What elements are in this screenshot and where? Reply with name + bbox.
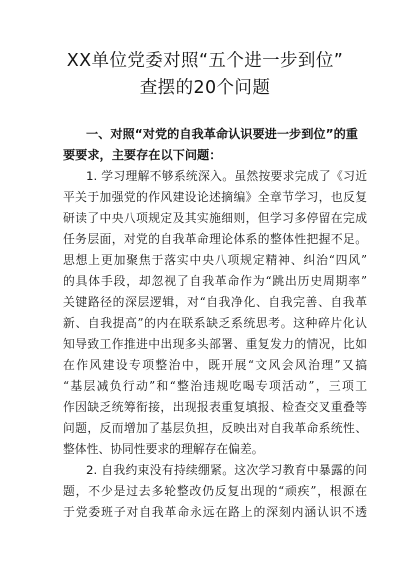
item-1-line-11: “基层减负行动”和“整治违规吃喝专项活动”，三项工 [63,379,367,393]
section-heading-line-2: 要要求，主要存在以下问题： [63,148,222,162]
item-1-line-4: 任务层面，对党的自我革命理论体系的整体性把握不足。 [63,232,367,246]
item-2-line-1: 2. 自我约束没有持续绷紧。这次学习教育中暴露的问 [86,463,367,477]
item-1-line-14: 整体性、协同性要求的理解存在偏差。 [63,442,264,456]
item-1-line-1: 1. 学习理解不够系统深入。虽然按要求完成了《习近 [86,169,367,183]
item-2-line-2: 题，不少是过去多轮整改仍反复出现的“顽疾”，根源在 [63,484,367,498]
item-1-line-2: 平关于加强党的作风建设论述摘编》全章节学习，也反复 [63,190,367,204]
section-heading-line-1: 一、对照“对党的自我革命认识要进一步到位”的重 [86,127,358,141]
item-1-line-7: 关键路径的深层逻辑，对“自我净化、自我完善、自我革 [63,295,367,309]
item-1-line-8: 新、自我提高”的内在联系缺乏系统思考。这种碎片化认 [63,316,367,330]
document-title-line-1: XX单位党委对照“五个进一步到位” [66,51,344,71]
item-1-line-5: 思想上更加聚焦于落实中央八项规定精神、纠治“四风” [63,253,367,267]
item-1-line-10: 在作风建设专项整治中，既开展“文风会风治理”又搞 [63,358,367,372]
item-1-line-9: 知导致工作推进中出现多头部署、重复发力的情况，比如 [63,337,367,351]
document-title-line-2: 查摆的20个问题 [139,78,271,98]
item-2-line-3: 于党委班子对自我革命永远在路上的深刻内涵认识不透 [63,505,367,519]
item-1-line-12: 作因缺乏统筹衔接，出现报表重复填报、检查交叉重叠等 [63,400,367,414]
item-1-line-13: 问题，反而增加了基层负担，反映出对自我革命系统性、 [63,421,367,435]
item-1-line-3: 研读了中央八项规定及其实施细则，但学习多停留在完成 [63,211,367,225]
item-1-line-6: 的具体手段，却忽视了自我革命作为“跳出历史周期率” [63,274,367,288]
